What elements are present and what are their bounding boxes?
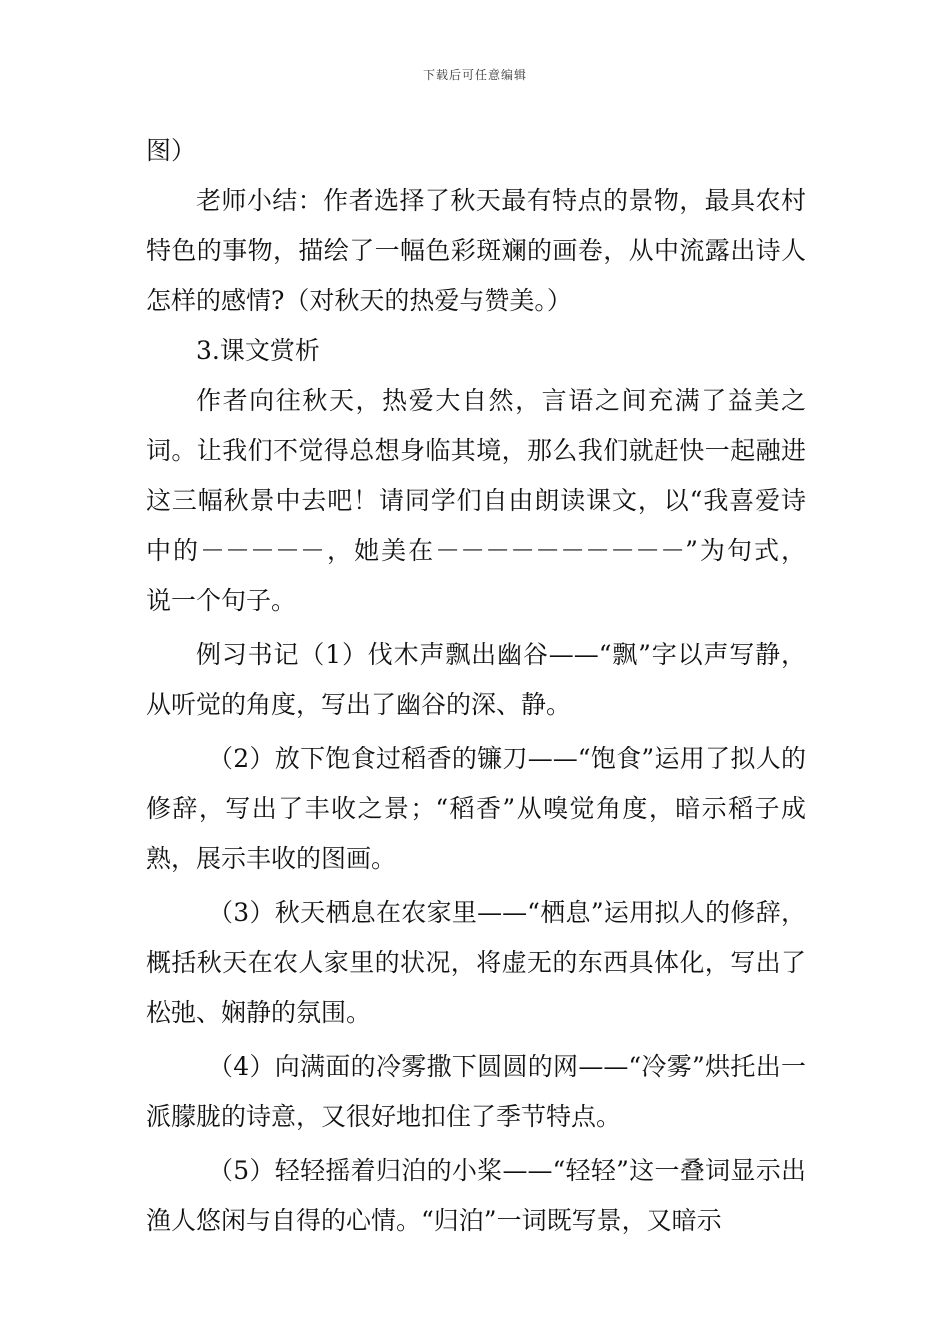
paragraph-example-2: （2）放下饱食过稻香的镰刀——“饱食”运用了拟人的修辞，写出了丰收之景；“稻香”从嗅觉角度，暗示稻子成熟，展示丰收的图画。 <box>146 744 806 873</box>
paragraph-appreciation: 作者向往秋天，热爱大自然，言语之间充满了益美之词。让我们不觉得总想身临其境，那么我们就赶快一起融进这三幅秋景中去吧！请同学们自由朗读课文，以“我喜爱诗中的－－－－－，她美在－－－－－－－－－－”为句式，说一个句子。 <box>146 386 806 615</box>
document-body <box>146 126 806 1246</box>
paragraph-teacher-summary: 老师小结：作者选择了秋天最有特点的景物，最具农村特色的事物，描绘了一幅色彩斑斓的画卷，从中流露出诗人怎样的感情?（对秋天的热爱与赞美。） <box>146 186 806 315</box>
paragraph-example-4: （4）向满面的冷雾撒下圆圆的网——“冷雾”烘托出一派朦胧的诗意，又很好地扣住了季节特点。 <box>146 1052 806 1131</box>
section-heading: 3.课文赏析 <box>196 336 320 365</box>
page-header: 下载后可任意编辑 <box>422 68 527 82</box>
paragraph-fragment: 图） <box>146 136 197 165</box>
paragraph-example-1: 例习书记（1）伐木声飘出幽谷——“飘”字以声写静，从听觉的角度，写出了幽谷的深、静。 <box>146 640 806 719</box>
paragraph-example-3: （3）秋天栖息在农家里——“栖息”运用拟人的修辞，概括秋天在农人家里的状况，将虚无的东西具体化，写出了松弛、娴静的氛围。 <box>146 898 806 1027</box>
paragraph-example-5: （5）轻轻摇着归泊的小桨——“轻轻”这一叠词显示出渔人悠闲与自得的心情。“归泊”一词既写景，又暗示 <box>146 1156 806 1235</box>
